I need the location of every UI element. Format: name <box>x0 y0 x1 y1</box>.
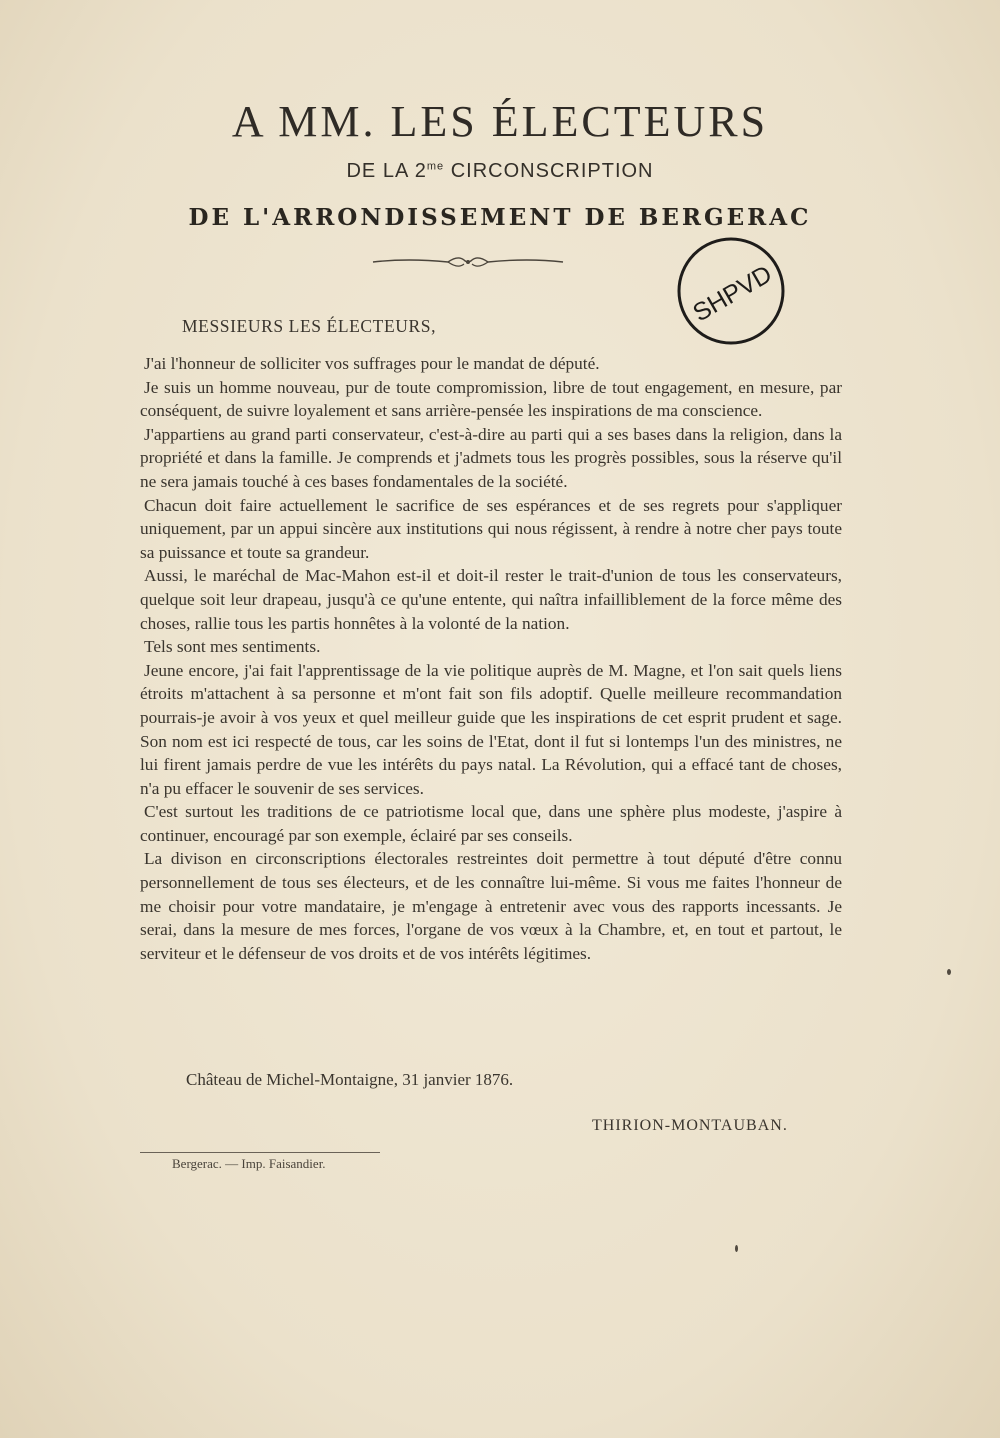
subtitle-circonscription <box>0 160 1000 183</box>
paragraph: Jeune encore, j'ai fait l'apprentissage de la vie politique auprès de M. Magne, et l'on sait quels liens étroits m'attachent à sa personne et m'ont fait son fils adoptif. Quelle meilleure recommandation pourrais-je avoir à vos yeux et quel meilleur guide que les inspirations de cet esprit prudent et sage. Son nom est ici respecté de tous, car les soins de l'Etat, dont il fut si lontemps l'un des ministres, ne lui firent jamais perdre de vue les intérêts du pays natal. La Révolution, qui a effacé tant de choses, n'a pu effacer le souvenir de ses services. <box>140 660 842 798</box>
paragraph: Aussi, le maréchal de Mac-Mahon est-il et doit-il rester le trait-d'union de tous les conservateurs, quelque soit leur drapeau, jusqu'à ce qu'une entente, qui naîtra infailliblement de la force même des choses, rallie tous les partis honnêtes à la volonté de la nation. <box>140 566 842 633</box>
place-date: Château de Michel-Montaigne, 31 janvier 1876. <box>186 1070 514 1089</box>
ink-speck <box>735 1245 738 1252</box>
paragraph: La divison en circonscriptions électorales restreintes doit permettre à tout député d'être connu personnellement de tous ses électeurs, et de les connaître lui-même. Si vous me faites l'honneur de me choisir pour votre mandataire, je m'engage à entretenir avec vous des rapports incessants. Je serai, dans la mesure de mes forces, l'organe de vos vœux à la Chambre, et, en tout et partout, le serviteur et le défenseur de vos droits et de vos intérêts légitimes. <box>140 849 842 963</box>
paragraph: Tels sont mes sentiments. <box>144 637 321 657</box>
letter-body <box>140 352 842 965</box>
signature: THIRION-MONTAUBAN. <box>592 1117 788 1134</box>
subtitle-suffix: CIRCONSCRIPTION <box>444 160 654 182</box>
salutation: MESSIEURS LES ÉLECTEURS, <box>182 316 437 336</box>
shpvd-stamp <box>676 236 786 346</box>
page-title: A MM. LES ÉLECTEURS <box>231 97 769 146</box>
paragraph: J'appartiens au grand parti conservateur, c'est-à-dire au parti qui a ses bases dans la religion, dans la propriété et dans la famille. Je comprends et j'admets tous les progrès possibles, sous la réserve qu'il ne sera jamais touché à ces bases fondamentales de la société. <box>140 424 842 491</box>
paragraph: Chacun doit faire actuellement le sacrifice de ses espérances et de ses regrets pour s'appliquer uniquement, par un appui sincère aux institutions qui nous régissent, à rendre à notre cher pays toute sa puissance et toute sa grandeur. <box>140 495 842 562</box>
stamp-text: SHPVD <box>688 259 777 328</box>
subtitle-superscript: me <box>426 160 445 173</box>
paragraph: C'est surtout les traditions de ce patriotisme local que, dans une sphère plus modeste, j'aspire à continuer, encouragé par son exemple, éclairé par ses conseils. <box>140 802 842 845</box>
subtitle-arrondissement: DE L'ARRONDISSEMENT DE BERGERAC <box>188 204 812 231</box>
ink-speck <box>947 969 951 975</box>
subtitle-prefix: DE LA 2 <box>346 160 427 182</box>
printer-imprint: Bergerac. — Imp. Faisandier. <box>172 1156 326 1171</box>
paragraph: J'ai l'honneur de solliciter vos suffrages pour le mandat de député. <box>144 354 600 373</box>
ornament-divider <box>368 252 568 272</box>
paragraph: Je suis un homme nouveau, pur de toute compromission, libre de tout engagement, en mesure, par conséquent, de suivre loyalement et sans arrière-pensée les inspirations de ma conscience. <box>140 377 842 421</box>
printer-rule <box>140 1152 380 1153</box>
